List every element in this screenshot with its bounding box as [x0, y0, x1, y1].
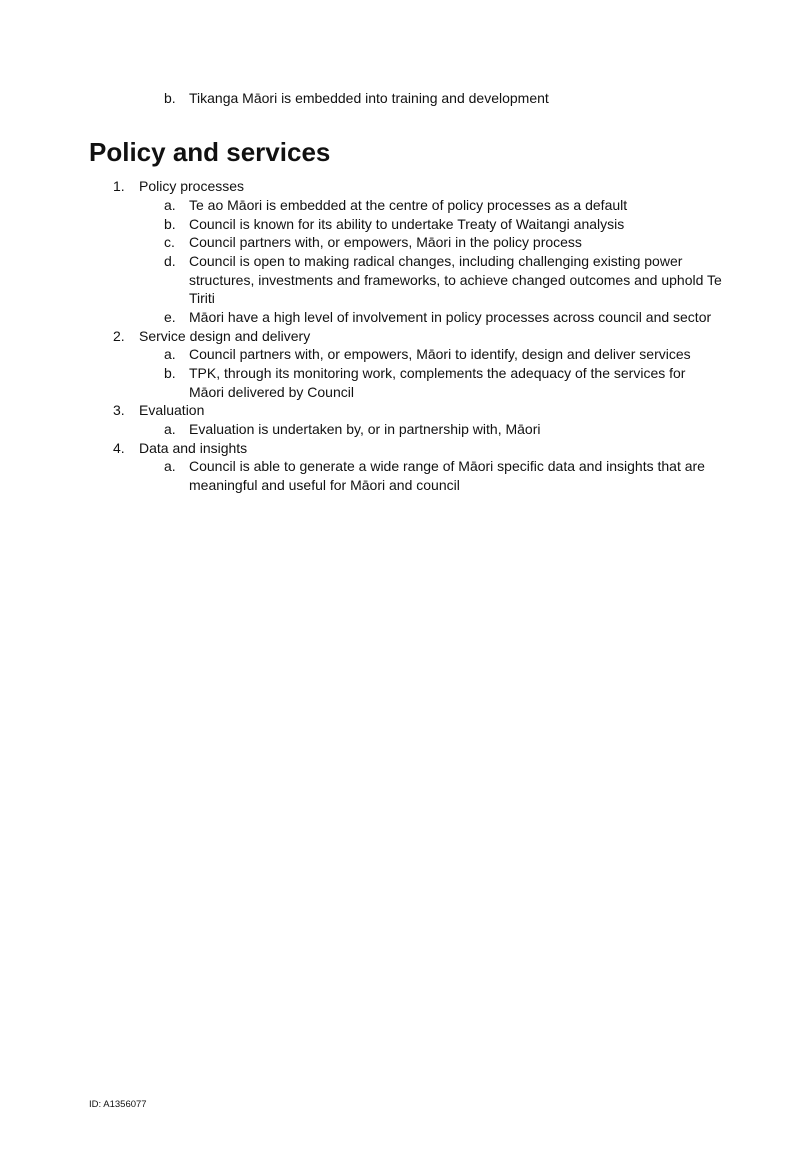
list-marker: b. [164, 216, 176, 232]
list-marker: e. [164, 309, 176, 325]
list-marker: 4. [113, 440, 125, 456]
list-marker: b. [164, 365, 176, 381]
document-id: ID: A1356077 [89, 1099, 147, 1110]
list-marker: 1. [113, 178, 125, 194]
list-marker: c. [164, 234, 175, 250]
list-subitem-text: TPK, through its monitoring work, complements the adequacy of the services for Māori delivered by Council [189, 365, 686, 400]
list-subitem-text: Te ao Māori is embedded at the centre of policy processes as a default [189, 197, 628, 213]
list-subitem-text: Council partners with, or empowers, Māori to identify, design and deliver services [189, 346, 691, 362]
list-subitem-text: Māori have a high level of involvement in policy processes across council and sector [189, 309, 712, 325]
list-item-label: Policy processes [139, 178, 245, 194]
list-item-label: Evaluation [139, 402, 205, 418]
list-subitem-text: Council is open to making radical changes, including challenging existing power structures, investments and frameworks, to achieve changed outcomes and uphold Te Tiriti [189, 253, 722, 307]
list-marker: a. [164, 197, 176, 213]
list-marker: 3. [113, 402, 125, 418]
list-subitem-text: Evaluation is undertaken by, or in partnership with, Māori [189, 421, 541, 437]
list-item-label: Service design and delivery [139, 328, 311, 344]
list-marker: a. [164, 458, 176, 474]
list-marker: a. [164, 346, 176, 362]
list-marker: b. [164, 90, 176, 106]
list-marker: a. [164, 421, 176, 437]
list-subitem-text: Council is known for its ability to undertake Treaty of Waitangi analysis [189, 216, 625, 232]
list-subitem-text: Council partners with, or empowers, Māori in the policy process [189, 234, 582, 250]
section-heading: Policy and services [89, 137, 331, 167]
list-marker: 2. [113, 328, 125, 344]
list-item-label: Data and insights [139, 440, 248, 456]
list-marker: d. [164, 253, 176, 269]
list-subitem-text: Council is able to generate a wide range of Māori specific data and insights that are meaningful and useful for Māori and council [189, 458, 705, 493]
list-item-text: Tikanga Māori is embedded into training and development [189, 90, 549, 106]
